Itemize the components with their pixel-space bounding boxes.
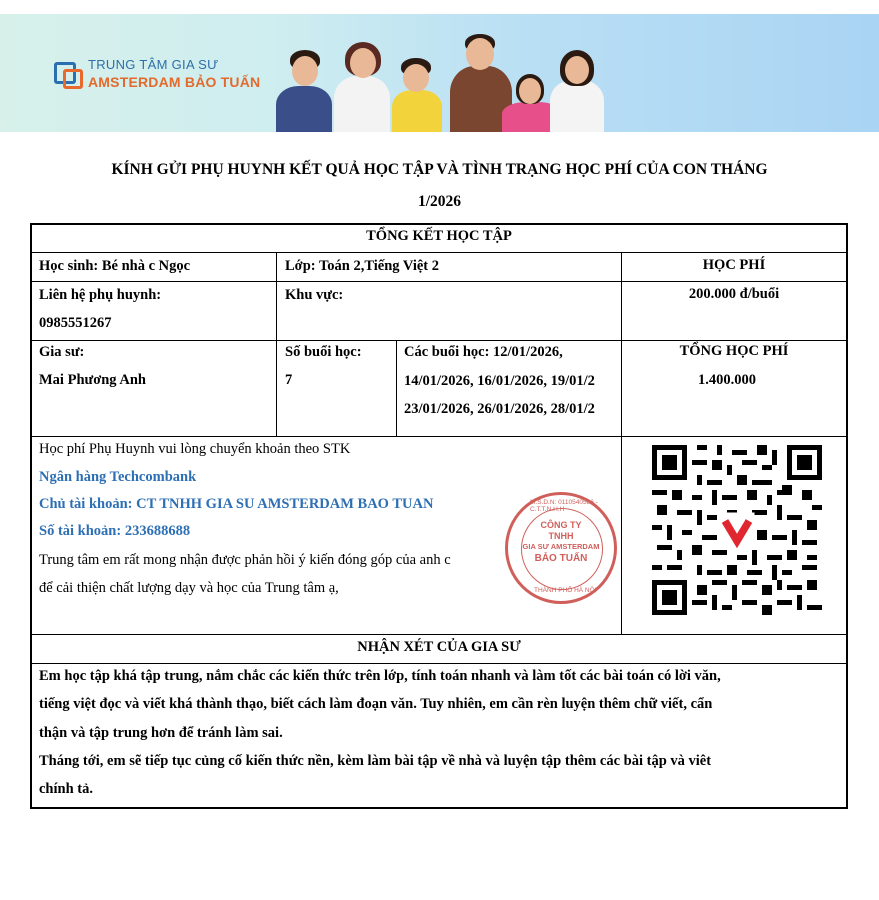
table-border (621, 252, 622, 634)
review-text: chính tả. (39, 781, 93, 797)
payment-instruction: Học phí Phụ Huynh vui lòng chuyển khoản theo STK (39, 441, 351, 457)
fee-label: HỌC PHÍ (702, 257, 766, 273)
payment-qr-code (652, 444, 822, 616)
account-holder: Chủ tài khoản: CT TNHH GIA SU AMSTERDAM BAO TUAN (39, 496, 434, 512)
student-name: Học sinh: Bé nhà c Ngọc (39, 258, 191, 274)
review-text: Tháng tới, em sẽ tiếp tục củng cố kiến thức nền, kèm làm bài tập về nhà và luyện tập thêm các bài tập và viêt (39, 753, 712, 769)
fee-per-session: 200.000 đ/buổi (688, 286, 780, 302)
area-label: Khu vực: (285, 287, 344, 303)
feedback-request: để cải thiện chất lượng dạy và học của Trung tâm ạ, (39, 580, 339, 596)
bank-name: Ngân hàng Techcombank (39, 469, 197, 485)
total-fee-value: 1.400.000 (698, 372, 756, 388)
feedback-request: Trung tâm em rất mong nhận được phản hồi ý kiến đóng góp của anh c (39, 552, 451, 568)
review-text: Em học tập khá tập trung, nắm chắc các kiến thức trên lớp, tính toán nhanh và làm tốt các bài toán có lời văn, (39, 668, 721, 684)
parent-contact-label: Liên hệ phụ huynh: (39, 287, 162, 303)
brand-logo-icon (54, 62, 82, 86)
table-border (846, 223, 848, 809)
total-fee-label: TỔNG HỌC PHÍ (679, 343, 789, 359)
summary-header: TỔNG KẾT HỌC TẬP (366, 228, 512, 244)
session-dates: Các buổi học: 12/01/2026, (404, 344, 563, 360)
company-stamp: M.S.D.N: 0110540586 - C.T.T.N.H.H CÔNG TY TNHH GIA SƯ AMSTERDAM BẢO TUẤN THÀNH PHỐ HÀ NỘI (505, 492, 617, 604)
brand-name-line2: AMSTERDAM BẢO TUẤN (88, 74, 261, 90)
sessions-count: 7 (285, 372, 293, 388)
document-title-month: 1/2026 (417, 193, 462, 210)
session-dates: 14/01/2026, 16/01/2026, 19/01/2 (404, 373, 595, 389)
brand-name-line1: TRUNG TÂM GIA SƯ (88, 57, 219, 72)
table-border (30, 223, 32, 809)
review-text: tiếng việt đọc và viết khá thành thạo, biết cách làm đoạn văn. Tuy nhiên, em cần rèn luyện thêm chữ viết, cẩn (39, 696, 713, 712)
table-border (276, 252, 277, 436)
family-photo (270, 14, 610, 132)
header-banner (0, 14, 879, 132)
document-title: KÍNH GỬI PHỤ HUYNH KẾT QUẢ HỌC TẬP VÀ TÌNH TRẠNG HỌC PHÍ CỦA CON THÁNG (111, 161, 768, 178)
review-text: thận và tập trung hơn để tránh làm sai. (39, 725, 283, 741)
table-border (30, 807, 848, 809)
parent-phone: 0985551267 (39, 315, 112, 331)
class-subjects: Lớp: Toán 2,Tiếng Việt 2 (285, 258, 440, 274)
sessions-label: Số buổi học: (285, 344, 362, 360)
tutor-name: Mai Phương Anh (39, 372, 146, 388)
tutor-label: Gia sư: (39, 344, 85, 360)
session-dates: 23/01/2026, 26/01/2026, 28/01/2 (404, 401, 595, 417)
table-border (396, 340, 397, 436)
account-number: Số tài khoản: 233688688 (39, 523, 191, 539)
review-header: NHẬN XÉT CỦA GIA SƯ (357, 639, 521, 655)
